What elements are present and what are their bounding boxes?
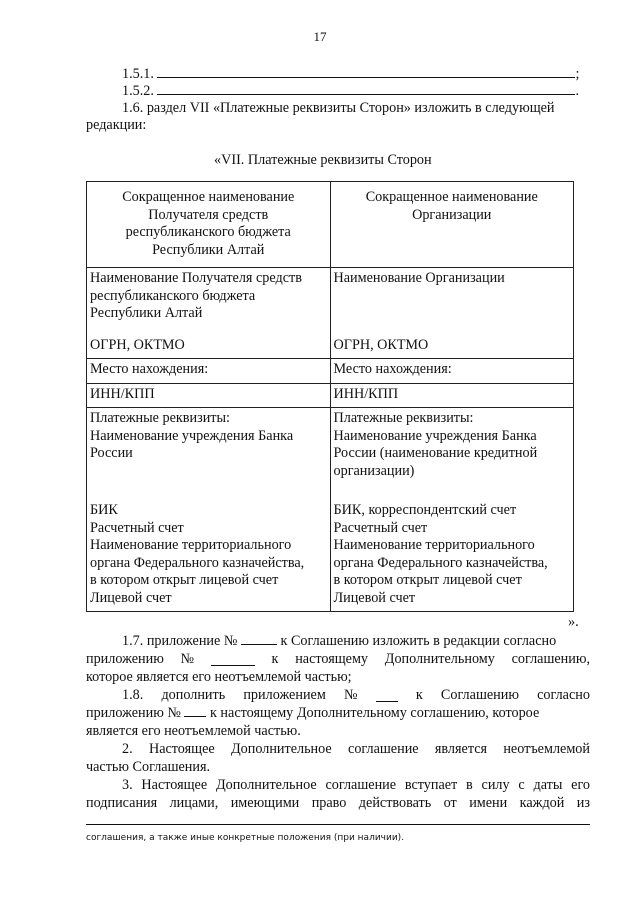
table-row bbox=[87, 408, 574, 612]
table-row bbox=[87, 383, 574, 408]
item-end: . bbox=[575, 83, 580, 99]
blank-line bbox=[184, 704, 206, 717]
table-row bbox=[87, 359, 574, 384]
para-1-7-line2: приложению № к настоящему Дополнительному соглашению, bbox=[86, 651, 590, 667]
item-1-5-1 bbox=[122, 65, 579, 83]
item-number: 1.5.2. bbox=[122, 83, 154, 99]
table-header-row bbox=[87, 182, 574, 268]
page-number: 17 bbox=[313, 29, 327, 44]
para-1-7-line3: которое является его неотъемлемой частью; bbox=[86, 669, 352, 685]
payment-left-cell: Платежные реквизиты: Наименование учреждения Банка России БИК Расчетный счет Наименование территориального органа Федерального казначейства, в котором открыт лицевой счет Лицевой счет bbox=[87, 408, 331, 612]
para-1-8-line1: 1.8. дополнить приложением № к Соглашению согласно bbox=[122, 687, 590, 703]
item-1-5-2 bbox=[122, 82, 579, 100]
blank-line bbox=[376, 689, 398, 702]
item-end: ; bbox=[575, 66, 580, 82]
para-3-line1: 3. Настоящее Дополнительное соглашение вступает в силу с даты его bbox=[122, 777, 590, 793]
item-1-6-line1: 1.6. раздел VII «Платежные реквизиты Сторон» изложить в следующей bbox=[122, 100, 555, 116]
table-row bbox=[87, 268, 574, 359]
footnote-text: соглашения, а также иные конкретные положения (при наличии). bbox=[86, 833, 405, 843]
para-1-7-line1: 1.7. приложение № к Соглашению изложить в редакции согласно bbox=[122, 633, 557, 649]
inn-right-cell: ИНН/КПП bbox=[330, 383, 574, 408]
item-number: 1.5.1. bbox=[122, 66, 154, 82]
blank-line bbox=[157, 65, 575, 78]
payment-right-cell: Платежные реквизиты: Наименование учреждения Банка России (наименование кредитной организации) БИК, корреспондентский счет Расчетный счет Наименование территориального органа Федерального казначейства, в котором открыт лицевой счет Лицевой счет bbox=[330, 408, 574, 612]
para-1-8-line3: является его неотъемлемой частью. bbox=[86, 723, 301, 739]
inn-left-cell: ИНН/КПП bbox=[87, 383, 331, 408]
section-title: «VII. Платежные реквизиты Сторон bbox=[214, 152, 432, 168]
para-2-line1: 2. Настоящее Дополнительное соглашение является неотъемлемой bbox=[122, 741, 590, 757]
para-3-line2: подписания лицами, имеющими право действовать от имени каждой из bbox=[86, 795, 590, 811]
header-left-cell: Сокращенное наименование Получателя средств республиканского бюджета Республики Алтай bbox=[87, 182, 331, 268]
item-1-6-line2: редакции: bbox=[86, 117, 147, 133]
footnote-divider bbox=[86, 824, 590, 825]
blank-line bbox=[211, 653, 255, 666]
recipient-name-cell: Наименование Получателя средств республиканского бюджета Республики Алтай ОГРН, ОКТМО bbox=[87, 268, 331, 359]
header-right-cell: Сокращенное наименование Организации bbox=[330, 182, 574, 268]
requisites-table bbox=[86, 181, 574, 612]
blank-line bbox=[241, 632, 277, 645]
organization-name-cell: Наименование Организации ОГРН, ОКТМО bbox=[330, 268, 574, 359]
table-close-quote: ». bbox=[568, 614, 579, 630]
para-1-8-line2: приложению № к настоящему Дополнительному соглашению, которое bbox=[86, 705, 540, 721]
address-left-cell: Место нахождения: bbox=[87, 359, 331, 384]
para-2-line2: частью Соглашения. bbox=[86, 759, 211, 775]
blank-line bbox=[157, 82, 575, 95]
address-right-cell: Место нахождения: bbox=[330, 359, 574, 384]
